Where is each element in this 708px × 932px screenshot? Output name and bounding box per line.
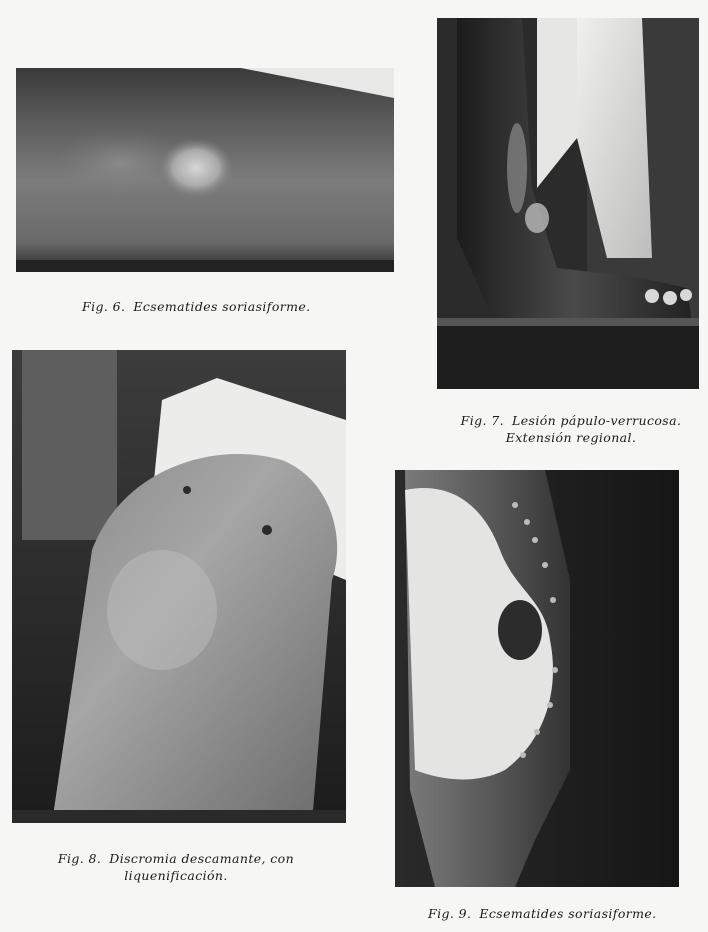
figure-8-image [12,350,346,823]
figure-6-number: Fig. 6. [82,299,126,314]
figure-7-photo [437,18,699,389]
figure-6-caption-text: Ecsematides soriasiforme. [133,299,311,314]
figure-6-photo [16,68,394,272]
figure-6-image [16,68,394,272]
figure-8-caption [52,850,300,884]
figure-7-caption-text-2: Extensión regional. [505,430,637,445]
figure-9-caption [428,905,657,922]
figure-7-caption [432,412,708,446]
figure-8-caption-text-2: liquenificación. [124,868,228,883]
figure-7-caption-line1 [432,412,708,429]
figure-6-caption [82,298,311,315]
figure-7-number: Fig. 7. [460,413,504,428]
figure-9-caption-text: Ecsematides soriasiforme. [479,906,657,921]
figure-8-number: Fig. 8. [57,851,102,866]
figure-9-image [395,470,679,887]
figure-7-caption-text-1: Lesión pápulo-verrucosa. [512,413,682,428]
figure-8-caption-line1 [52,850,300,867]
figure-8-photo [12,350,346,823]
figure-9-photo [395,470,679,887]
figure-8-caption-text-1: Discromia descamante, con [109,851,295,866]
figure-7-image [437,18,699,389]
figure-9-number: Fig. 9. [428,906,472,921]
